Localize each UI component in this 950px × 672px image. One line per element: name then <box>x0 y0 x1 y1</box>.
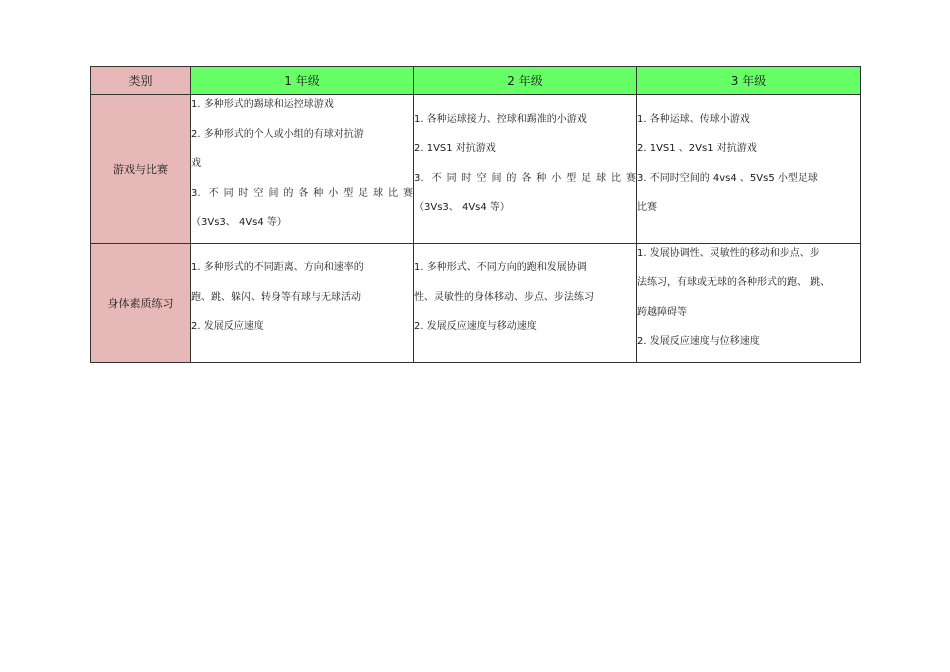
grade1-header: 1 年级 <box>191 67 414 95</box>
games-grade2-line: 2. 1VS1 对抗游戏 <box>414 143 496 155</box>
fitness-grade3-line: 2. 发展反应速度与位移速度 <box>637 336 760 347</box>
fitness-grade3-cell <box>637 243 861 362</box>
fitness-grade2-line: 1. 多种形式、不同方向的跑和发展协调 <box>414 262 587 274</box>
fitness-grade1-line: 1. 多种形式的不同距离、方向和速率的 <box>191 262 364 274</box>
games-grade1-line: 1. 多种形式的踢球和运控球游戏 <box>191 99 334 110</box>
fitness-grade2-line: 2. 发展反应速度与移动速度 <box>414 321 537 333</box>
fitness-grade1-line: 跑、跳、躲闪、转身等有球与无球活动 <box>191 291 361 303</box>
fitness-grade2-line: 性、灵敏性的身体移动、步点、步法练习 <box>414 291 594 303</box>
fitness-grade3-line: 跨越障碍等 <box>637 306 687 318</box>
games-grade1-line: 3. 不同时空间的各种小型足球比赛 <box>191 187 413 199</box>
games-grade2-cell <box>414 95 637 244</box>
category-games: 游戏与比赛 <box>91 95 191 244</box>
games-grade1-line: （3Vs3、 4Vs4 等） <box>191 217 287 228</box>
games-grade1-cell <box>191 95 414 244</box>
games-grade3-line: 2. 1VS1 、2Vs1 对抗游戏 <box>637 143 757 155</box>
games-grade2-line: （3Vs3、 4Vs4 等） <box>414 202 510 214</box>
fitness-grade3-line: 法练习，有球或无球的各种形式的跑、 跳、 <box>637 277 831 288</box>
fitness-grade3-line: 1. 发展协调性、灵敏性的移动和步点、步 <box>637 247 820 259</box>
games-grade2-line: 1. 各种运球接力、控球和踢准的小游戏 <box>414 113 587 125</box>
fitness-grade1-cell <box>191 243 414 362</box>
games-grade2-line: 3. 不同时空间的各种小型足球比赛 <box>414 172 636 184</box>
curriculum-table <box>90 66 861 363</box>
table-row-fitness <box>91 243 861 362</box>
grade2-header: 2 年级 <box>414 67 637 95</box>
category-header: 类别 <box>91 67 191 95</box>
games-grade3-cell <box>637 95 861 244</box>
games-grade3-line: 1. 各种运球、传球小游戏 <box>637 113 750 125</box>
games-grade1-line: 戏 <box>191 158 201 169</box>
fitness-grade1-line: 2. 发展反应速度 <box>191 321 264 333</box>
games-grade1-line: 2. 多种形式的个人或小组的有球对抗游 <box>191 128 364 140</box>
grade3-header: 3 年级 <box>637 67 861 95</box>
header-row <box>91 67 861 95</box>
fitness-grade2-cell <box>414 243 637 362</box>
category-fitness: 身体素质练习 <box>91 243 191 362</box>
games-grade3-line: 比赛 <box>637 202 657 214</box>
table-row-games <box>91 95 861 244</box>
games-grade3-line: 3. 不同时空间的 4vs4 、5Vs5 小型足球 <box>637 172 818 184</box>
